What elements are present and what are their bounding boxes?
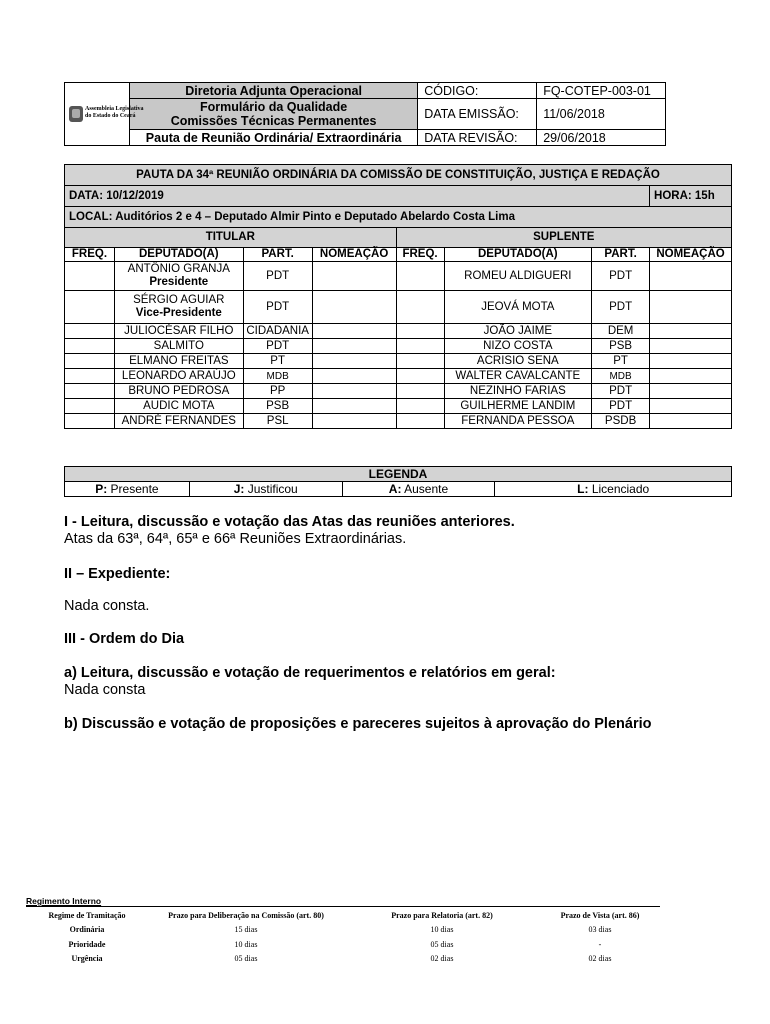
header-pauta-type: Pauta de Reunião Ordinária/ Extraordinária [130, 130, 418, 146]
table-row [65, 324, 732, 339]
section-1-title: I - Leitura, discussão e votação das Atas das reuniões anteriores. [64, 514, 515, 530]
header-form-title: Formulário da Qualidade Comissões Técnicas Permanentes [130, 99, 418, 130]
table-row [65, 291, 732, 324]
suplente-name: JOÃO JAIME [444, 324, 592, 339]
section-3a-text: Nada consta [64, 682, 146, 698]
table-row: Prioridade 10 dias 05 dias - [68, 939, 602, 949]
titular-party: PDT [243, 262, 312, 291]
legend-item: A: Ausente [342, 482, 495, 497]
regimento-title: Regimento Interno [26, 896, 102, 906]
suplente-heading: SUPLENTE [396, 228, 731, 248]
suplente-name: ROMEU ALDIGUERI [444, 262, 592, 291]
suplente-name: GUILHERME LANDIM [444, 399, 592, 414]
section-3b-title: b) Discussão e votação de proposições e pareceres sujeitos à aprovação do Plenário [64, 716, 652, 732]
titular-party: PP [243, 384, 312, 399]
suplente-party: DEM [592, 324, 650, 339]
suplente-name: ACRISIO SENA [444, 354, 592, 369]
titular-party: MDB [243, 369, 312, 384]
codigo-label: CÓDIGO: [418, 83, 537, 99]
regimento-table [26, 908, 660, 966]
suplente-name: NIZO COSTA [444, 339, 592, 354]
pauta-location: LOCAL: Auditórios 2 e 4 – Deputado Almir Pinto e Deputado Abelardo Costa Lima [65, 207, 732, 228]
header-directorate: Diretoria Adjunta Operacional [130, 83, 418, 99]
assembly-seal-icon [69, 106, 83, 122]
legend-table [64, 466, 732, 497]
logo-cell [65, 83, 144, 146]
table-row [65, 399, 732, 414]
titular-party: PSL [243, 414, 312, 429]
titular-party: PDT [243, 291, 312, 324]
regimento-header: Prazo para Deliberação na Comissão (art. 80) [168, 910, 324, 920]
regimento-header: Prazo para Relatoria (art. 82) [391, 910, 493, 920]
titular-name: ANDRÉ FERNANDES [114, 414, 243, 429]
legend-item: P: Presente [65, 482, 190, 497]
suplente-party: PT [592, 354, 650, 369]
col-deputado: DEPUTADO(A) [444, 248, 592, 262]
titular-name: ANTÔNIO GRANJA Presidente [114, 262, 243, 291]
titular-name: LEONARDO ARAÚJO [114, 369, 243, 384]
table-row: Ordinária 15 dias 10 dias 03 dias [69, 925, 612, 935]
pauta-title: PAUTA DA 34ª REUNIÃO ORDINÁRIA DA COMISSÃO DE CONSTITUIÇÃO, JUSTIÇA E REDAÇÃO [65, 165, 732, 186]
titular-name: SÉRGIO AGUIAR Vice-Presidente [114, 291, 243, 324]
titular-heading: TITULAR [65, 228, 397, 248]
legend-item: J: Justificou [189, 482, 342, 497]
suplente-party: PDT [592, 384, 650, 399]
suplente-party: PDT [592, 291, 650, 324]
pauta-time: HORA: 15h [650, 186, 732, 207]
table-row [65, 339, 732, 354]
section-3-title: III - Ordem do Dia [64, 631, 185, 647]
suplente-name: FERNANDA PESSOA [444, 414, 592, 429]
col-nomeacao: NOMEAÇÃO [650, 248, 732, 262]
col-deputado: DEPUTADO(A) [114, 248, 243, 262]
suplente-name: NEZINHO FARIAS [444, 384, 592, 399]
legend-title: LEGENDA [65, 467, 732, 482]
titular-party: CIDADANIA [243, 324, 312, 339]
table-row: Urgência 05 dias 02 dias 02 dias [71, 954, 612, 964]
section-3a-title: a) Leitura, discussão e votação de requerimentos e relatórios em geral: [64, 665, 556, 681]
titular-party: PT [243, 354, 312, 369]
legend-item: L: Licenciado [495, 482, 732, 497]
regimento-header: Regime de Tramitação [48, 910, 126, 920]
titular-name: SALMITO [114, 339, 243, 354]
table-row [65, 384, 732, 399]
emissao-label: DATA EMISSÃO: [418, 99, 537, 130]
document-header [64, 82, 666, 146]
col-nomeacao: NOMEAÇÃO [312, 248, 396, 262]
emissao-value: 11/06/2018 [537, 99, 666, 130]
table-row [65, 369, 732, 384]
table-row [65, 354, 732, 369]
titular-name: BRUNO PEDROSA [114, 384, 243, 399]
col-part: PART. [243, 248, 312, 262]
suplente-party: PSDB [592, 414, 650, 429]
titular-party: PSB [243, 399, 312, 414]
section-2-text: Nada consta. [64, 598, 150, 614]
pauta-table [64, 164, 732, 429]
suplente-name: WALTER CAVALCANTE [444, 369, 592, 384]
titular-name: AUDIC MOTA [114, 399, 243, 414]
suplente-party: PDT [592, 262, 650, 291]
section-2-title: II – Expediente: [64, 566, 171, 582]
titular-name: ELMANO FREITAS [114, 354, 243, 369]
revisao-value: 29/06/2018 [537, 130, 666, 146]
table-row [65, 414, 732, 429]
table-row [65, 262, 732, 291]
regimento-divider [26, 906, 660, 907]
pauta-date: DATA: 10/12/2019 [65, 186, 650, 207]
titular-party: PDT [243, 339, 312, 354]
suplente-party: MDB [592, 369, 650, 384]
assembly-logo-text: Assembleia Legislativa do Estado do Ceará [85, 106, 144, 119]
suplente-party: PDT [592, 399, 650, 414]
col-freq: FREQ. [396, 248, 444, 262]
col-freq: FREQ. [65, 248, 115, 262]
regimento-header: Prazo de Vista (art. 86) [560, 910, 640, 920]
suplente-party: PSB [592, 339, 650, 354]
section-1-text: Atas da 63ª, 64ª, 65ª e 66ª Reuniões Extraordinárias. [64, 531, 407, 547]
suplente-name: JEOVÁ MOTA [444, 291, 592, 324]
codigo-value: FQ-COTEP-003-01 [537, 83, 666, 99]
revisao-label: DATA REVISÃO: [418, 130, 537, 146]
col-part: PART. [592, 248, 650, 262]
titular-name: JULIOCÉSAR FILHO [114, 324, 243, 339]
